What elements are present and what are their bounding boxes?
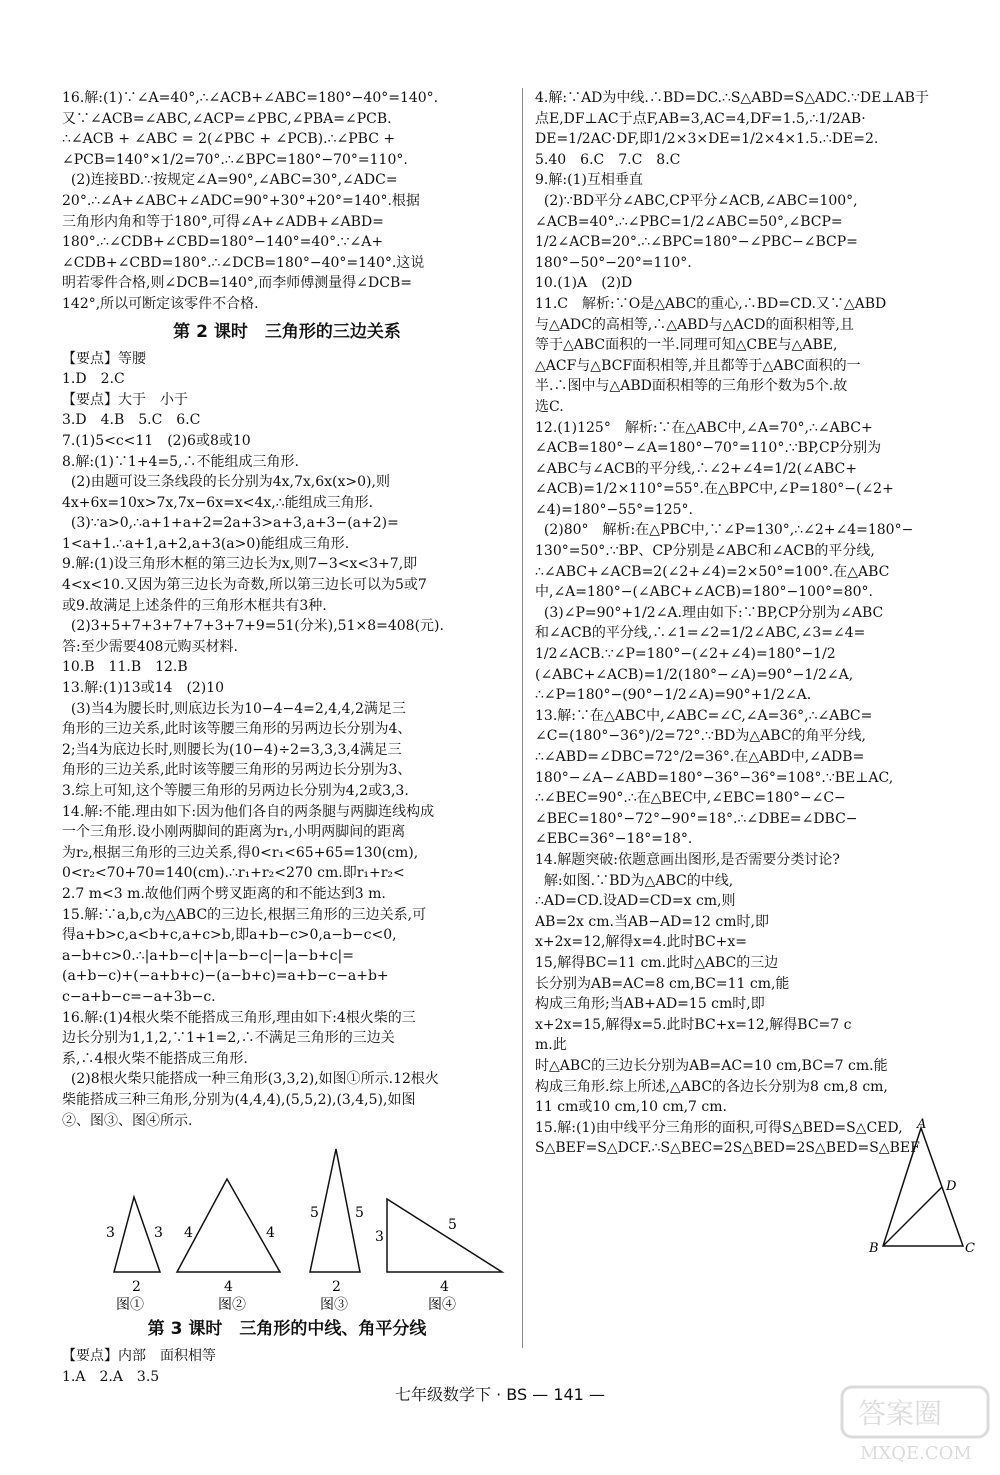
right-line: AB=2x cm.当AB−AD=12 cm时,即 <box>535 913 769 930</box>
lesson-3-heading: 第 3 课时 三角形的中线、角平分线 <box>147 1319 427 1340</box>
fig3-caption: 图③ <box>320 1297 348 1313</box>
triangle-figures <box>62 1137 512 1312</box>
left-b-line: (2)8根火柴只能搭成一种三角形(3,3,2),如图①所示.12根火 <box>62 1071 439 1088</box>
left-a-line: 16.解:(1)∵∠A=40°,∴∠ACB+∠ABC=180°−40°=140°. <box>62 90 439 106</box>
left-b-line: 或9.故满足上述条件的三角形木框共有3种. <box>62 597 327 614</box>
fig4-caption: 图④ <box>428 1297 456 1313</box>
right-line: ∴∠ABC+∠ACB=2(∠2+∠4)=2×50°=100°.在△ABC <box>535 563 890 580</box>
right-line: 解:如图.∵BD为△ABC的中线, <box>535 872 734 889</box>
left-b-line: (2)3+5+7+3+7+7+3+7+9=51(分米),51×8=408(元). <box>62 618 444 635</box>
fig14-label-c: C <box>965 1241 975 1256</box>
left-b-line: 16.解:(1)4根火柴不能搭成三角形,理由如下:4根火柴的三 <box>62 1009 416 1026</box>
left-b-line: 2;当4为底边长时,则腰长为(10−4)÷2=3,3,3,4满足三 <box>62 741 402 758</box>
right-line: x+2x=12,解得x=4.此时BC+x= <box>535 934 748 951</box>
watermark-main: 答案圈 <box>858 1397 943 1430</box>
right-line: (∠ABC+∠ACB)=1/2(180°−∠A)=90°−1/2∠A, <box>535 666 854 683</box>
left-b-line: 3.D 4.B 5.C 6.C <box>62 412 201 429</box>
right-line: 点E,DF⊥AC于点F,AB=3,AC=4,DF=1.5,∴1/2AB· <box>535 110 866 127</box>
left-b-line: 柴能搭成三种三角形,分别为(4,4,4),(5,5,2),(3,4,5),如图 <box>62 1091 416 1108</box>
left-b-line: 0<r₂<70+70=140(cm).∴r₁+r₂<270 cm.即r₁+r₂< <box>62 865 405 882</box>
right-line: 4.解:∵AD为中线.∴BD=DC.∴S△ABD=S△ADC.∵DE⊥AB于 <box>535 90 929 106</box>
fig3-right-label: 5 <box>355 1205 364 1222</box>
right-line: 半.∴图中与△ABD面积相等的三角形个数为5个.故 <box>535 378 848 395</box>
left-b-line: 4x+6x=10x>7x,7x−6x=x<4x,∴能组成三角形. <box>62 494 374 511</box>
fig4-hyp-label: 5 <box>448 1217 457 1234</box>
column-divider <box>522 88 523 1348</box>
left-column <box>62 88 512 1387</box>
left-b-line: 答:至少需要408元购买材料. <box>62 638 238 655</box>
left-a-line: 又∵∠ACB=∠ABC,∠ACP=∠PBC,∠PBA=∠PCB. <box>62 110 392 127</box>
right-line: 选C. <box>535 398 564 415</box>
right-line: ∠ACB)=1/2×110°=55°.在△BPC中,∠P=180°−(∠2+ <box>535 481 894 498</box>
right-line: (2)∵BD平分∠ABC,CP平分∠ACB,∠ABC=100°, <box>535 192 858 209</box>
left-b-line: 1<a+1.∴a+1,a+2,a+3(a>0)能组成三角形. <box>62 535 350 552</box>
left-a-line: (2)连接BD.∵按规定∠A=90°,∠ABC=30°,∠ADC= <box>62 172 398 189</box>
right-line: 5.40 6.C 7.C 8.C <box>535 151 681 168</box>
left-a-line: 142°,所以可断定该零件不合格. <box>62 295 259 312</box>
triangle-4 <box>387 1199 502 1272</box>
fig2-right-label: 4 <box>266 1225 275 1242</box>
figure-14-triangle <box>865 1118 985 1258</box>
right-line: 1/2∠ACB.∵∠P=180°−(∠2+∠4)=180°−1/2 <box>535 646 836 663</box>
left-b-line: c−a+b−c=−a+3b−c. <box>62 988 216 1005</box>
left-b-line: (3)∵a>0,∴a+1+a+2=2a+3>a+3,a+3−(a+2)= <box>62 515 399 532</box>
left-b-line: 角形的三边关系,此时该等腰三角形的另两边长分别为4、 <box>62 721 412 738</box>
right-block <box>535 88 975 1159</box>
lesson-2-heading: 第 2 课时 三角形的三边关系 <box>173 321 401 342</box>
fig1-left-label: 3 <box>106 1225 115 1242</box>
right-line: 15.解:(1)由中线平分三角形的面积,可得S△BED=S△CED, <box>535 1119 903 1136</box>
right-line: S△BEF=S△DCF.∴S△BEC=2S△BED=2S△BED=S△BEF <box>535 1140 920 1157</box>
left-b-line: 9.解:(1)设三角形木框的第三边长为x,则7−3<x<3+7,即 <box>62 556 418 573</box>
left-b-line: 7.(1)5<c<11 (2)6或8或10 <box>62 432 251 449</box>
left-a-line: ∴∠ACB + ∠ABC = 2(∠PBC + ∠PCB).∴∠PBC + <box>62 131 396 148</box>
left-block-a <box>62 88 512 315</box>
right-line: ∴∠ABD=∠DBC=72°/2=36°.在△ABD中,∠ADB= <box>535 749 865 765</box>
right-line: ∠ACB=180°−∠A=180°−70°=110°.∵BP,CP分别为 <box>535 440 882 457</box>
right-line: 时△ABC的三边长分别为AB=AC=10 cm,BC=7 cm.能 <box>535 1057 888 1074</box>
page-footer: 七年级数学下 · BS — 141 — <box>395 1385 605 1404</box>
right-line: 11 cm或10 cm,10 cm,7 cm. <box>535 1099 727 1116</box>
left-b-line: (2)由题可设三条线段的长分别为4x,7x,6x(x>0),则 <box>62 474 390 491</box>
left-b-line: 10.B 11.B 12.B <box>62 659 188 676</box>
right-line: ∠ABC与∠ACB的平分线,∴∠2+∠4=1/2(∠ABC+ <box>535 460 857 477</box>
right-line: ∠ACB=40°.∴∠PBC=1/2∠ABC=50°,∠BCP= <box>535 213 843 230</box>
left-b-line: 一个三角形.设小刚两脚间的距离为r₁,小明两脚间的距离 <box>62 824 406 841</box>
right-line: (2)80° 解析:在△PBC中,∵∠P=130°,∴∠2+∠4=180°− <box>535 522 914 539</box>
left-a-line: 180°.∴∠CDB+∠CBD=180°−140°=40°.∵∠A+ <box>62 234 384 251</box>
fig1-right-label: 3 <box>154 1225 163 1242</box>
right-line: 构成三角形.综上所述,△ABC的各边长分别为8 cm,8 cm, <box>535 1078 888 1095</box>
left-block-b <box>62 349 512 1132</box>
right-line: 130°=50°.∵BP、CP分别是∠ABC和∠ACB的平分线, <box>535 543 875 560</box>
fig4-left-label: 3 <box>375 1229 384 1246</box>
fig2-bottom-label: 4 <box>224 1279 233 1296</box>
left-b-line: 角形的三边关系,此时该等腰三角形的另两边长分别为3、 <box>62 762 412 779</box>
left-b-line: 2.7 m<3 m.故他们两个劈叉距离的和不能达到3 m. <box>62 885 386 902</box>
right-line: 12.(1)125° 解析:∵在△ABC中,∠A=70°,∴∠ABC+ <box>535 419 873 436</box>
right-line: 10.(1)A (2)D <box>535 275 633 292</box>
right-line: 9.解:(1)互相垂直 <box>535 172 643 189</box>
right-line: x+2x=15,解得x=5.此时BC+x=12,解得BC=7 cm.此 <box>535 1016 852 1054</box>
triangle-figures-svg <box>62 1137 512 1312</box>
left-b-line: 13.解:(1)13或14 (2)10 <box>62 680 225 697</box>
right-line: ∠4)=180°−55°=125°. <box>535 501 693 518</box>
right-line: 15,解得BC=11 cm.此时△ABC的三边 <box>535 954 779 971</box>
right-line: 等于△ABC面积的一半.同理可知△CBE与△ABE, <box>535 337 838 354</box>
left-b-line: 系,∴4根火柴不能搭成三角形. <box>62 1050 248 1067</box>
right-line: 11.C 解析:∵O是△ABC的重心,∴BD=CD.又∵△ABD <box>535 295 887 312</box>
right-line: 与△ADC的高相等,∴△ABD与△ACD的面积相等,且 <box>535 316 854 333</box>
left-b-line: 【要点】等腰 <box>62 350 146 367</box>
fig3-left-label: 5 <box>310 1205 319 1222</box>
left-b-line: 【要点】大于 小于 <box>62 391 188 408</box>
fig1-bottom-label: 2 <box>132 1279 141 1296</box>
right-line: ∴∠P=180°−(90°−1/2∠A)=90°+1/2∠A. <box>535 687 812 704</box>
fig4-bottom-label: 4 <box>440 1279 449 1296</box>
fig14-label-a: A <box>917 1118 927 1132</box>
left-b-line: 得a+b>c,a<b+c,a+c>b,即a+b−c>0,a−b−c<0, <box>62 927 397 944</box>
right-line: DE=1/2AC·DF,即1/2×3×DE=1/2×4×1.5.∴DE=2. <box>535 131 879 148</box>
left-c-line: 1.A 2.A 3.5 <box>62 1368 160 1385</box>
right-line: ∠BEC=180°−72°−90°=18°.∴∠DBE=∠DBC− <box>535 810 858 827</box>
right-line: 180°−50°−20°=110°. <box>535 254 692 271</box>
right-line: ∴AD=CD.设AD=CD=x cm,则 <box>535 893 736 910</box>
left-b-line: ②、图③、图④所示. <box>62 1112 193 1129</box>
left-b-line: 1.D 2.C <box>62 371 125 388</box>
left-b-line: 为r₂,根据三角形的三边关系,得0<r₁<65+65=130(cm), <box>62 844 419 861</box>
left-b-line: 3.综上可知,这个等腰三角形的另两边长分别为4,2或3,3. <box>62 783 409 799</box>
right-line: 长分别为AB=AC=8 cm,BC=11 cm,能 <box>535 975 790 992</box>
right-line: ∠C=(180°−36°)/2=72°.∵BD为△ABC的角平分线, <box>535 728 866 745</box>
right-line: △ACF与△BCF面积相等,并且都等于△ABC面积的一 <box>535 357 861 374</box>
left-c-line: 【要点】内部 面积相等 <box>62 1348 216 1365</box>
watermark-logo <box>840 1385 990 1465</box>
fig14-label-d: D <box>946 1179 957 1194</box>
right-line: 13.解:∵在△ABC中,∠ABC=∠C,∠A=36°,∴∠ABC= <box>535 707 873 724</box>
left-a-line: ∠PCB=140°×1/2=70°.∴∠BPC=180°−70°=110°. <box>62 151 408 168</box>
right-column <box>535 88 975 1159</box>
left-a-line: 三角形内角和等于180°,可得∠A+∠ADB+∠ABD= <box>62 213 384 230</box>
fig3-bottom-label: 2 <box>332 1279 341 1296</box>
right-line: 1/2∠ACB=20°.∴∠BPC=180°−∠PBC−∠BCP= <box>535 234 858 251</box>
right-line: 和∠ACB的平分线,∴∠1=∠2=1/2∠ABC,∠3=∠4= <box>535 625 866 642</box>
fig1-caption: 图① <box>116 1297 144 1313</box>
right-line: 构成三角形;当AB+AD=15 cm时,即 <box>535 996 765 1013</box>
left-b-line: 14.解:不能.理由如下:因为他们各自的两条腿与两脚连线构成 <box>62 803 435 820</box>
fig14-label-b: B <box>869 1241 879 1256</box>
watermark-url: MXQE.COM <box>860 1443 972 1464</box>
left-b-line: 15.解:∵a,b,c为△ABC的三边长,根据三角形的三边关系,可 <box>62 906 427 923</box>
right-line: ∴∠BEC=90°.∴在△BEC中,∠EBC=180°−∠C− <box>535 790 846 807</box>
left-b-line: 边长分别为1,1,2,∵1+1=2,∴不满足三角形的三边关 <box>62 1030 395 1047</box>
right-line: 中,∠A=180°−(∠ABC+∠ACB)=180°−100°=80°. <box>535 584 873 601</box>
left-a-line: 明若零件合格,则∠DCB=140°,而李师傅测量得∠DCB= <box>62 275 412 292</box>
left-b-line: (a+b−c)+(−a+b+c)−(a−b+c)=a+b−c−a+b+ <box>62 968 389 985</box>
left-b-line: 4<x<10.又因为第三边长为奇数,所以第三边长可以为5或7 <box>62 577 427 594</box>
right-line: 14.解题突破:依题意画出图形,是否需要分类讨论? <box>535 851 840 868</box>
fig2-caption: 图② <box>218 1297 246 1313</box>
left-a-line: 20°.∴∠A+∠ABC+∠ADC=90°+30°+20°=140°.根据 <box>62 192 420 209</box>
right-line: 180°−∠A−∠ABD=180°−36°−36°=108°.∵BE⊥AC, <box>535 769 894 786</box>
left-b-line: a−b+c>0.∴|a+b−c|+|a−b−c|−|a−b+c|= <box>62 947 354 964</box>
left-a-line: ∠CDB+∠CBD=180°.∴∠DCB=180°−40°=140°.这说 <box>62 254 425 271</box>
right-line: (3)∠P=90°+1/2∠A.理由如下:∵BP,CP分别为∠ABC <box>535 604 884 621</box>
left-b-line: 8.解:(1)∵1+4=5,∴不能组成三角形. <box>62 453 299 470</box>
right-line: ∠EBC=36°−18°=18°. <box>535 831 693 848</box>
left-b-line: (3)当4为腰长时,则底边长为10−4−4=2,4,4,2满足三 <box>62 700 406 717</box>
fig2-left-label: 4 <box>184 1225 193 1242</box>
